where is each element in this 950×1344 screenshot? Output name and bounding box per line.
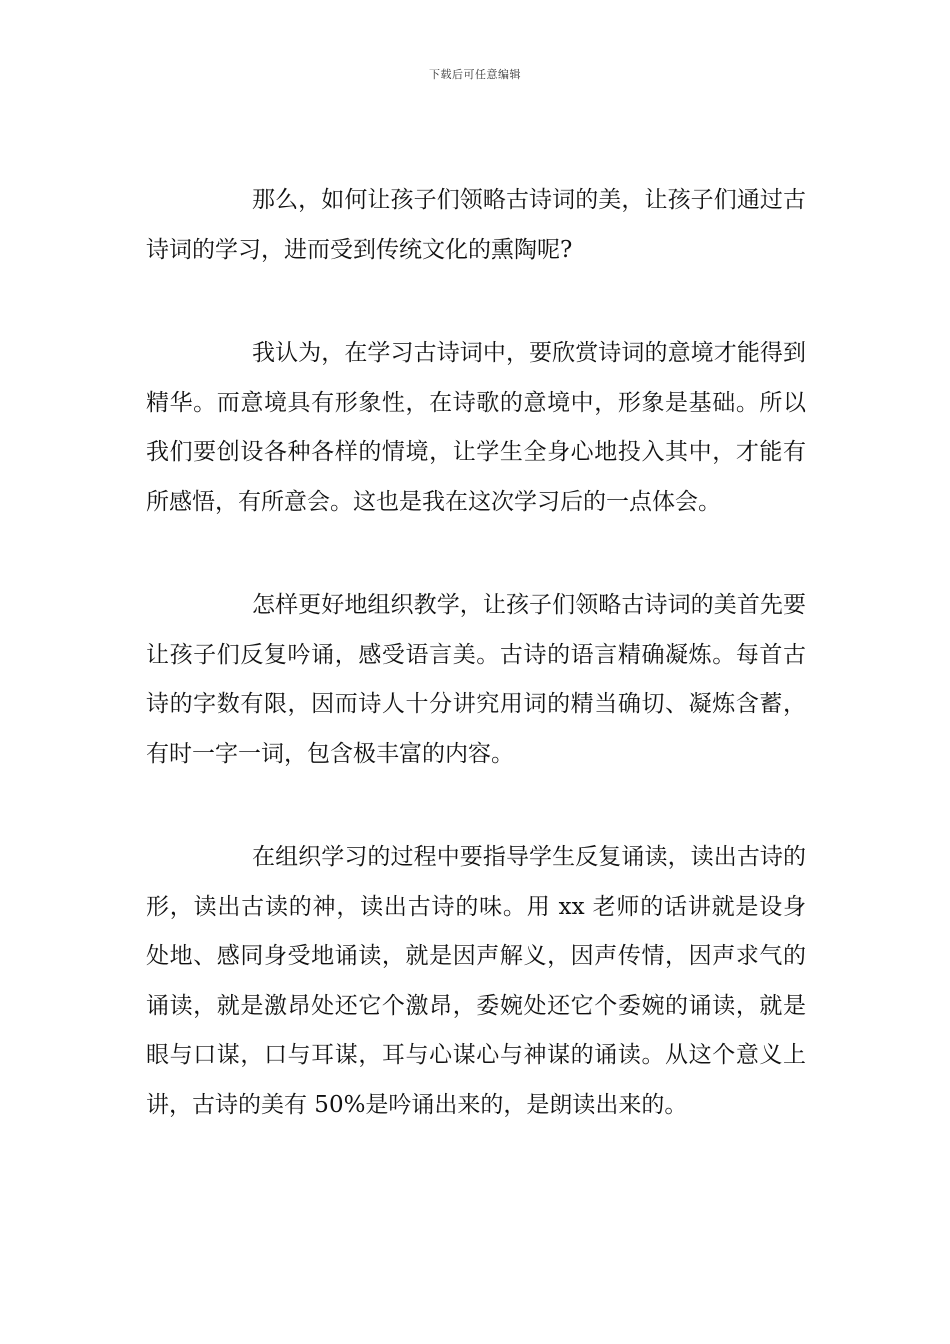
paragraph: 那么，如何让孩子们领略古诗词的美，让孩子们通过古诗词的学习，进而受到传统文化的熏陶呢? [146,187,806,263]
paragraph: 怎样更好地组织教学，让孩子们领略古诗词的美首先要让孩子们反复吟诵，感受语言美。古诗的语言精确凝炼。每首古诗的字数有限，因而诗人十分讲究用词的精当确切、凝炼含蓄，有时一字一词，包含极丰富的内容。 [146,592,806,767]
document-body [146,176,806,1184]
paragraph: 我认为，在学习古诗词中，要欣赏诗词的意境才能得到精华。而意境具有形象性，在诗歌的意境中，形象是基础。所以我们要创设各种各样的情境，让学生全身心地投入其中，才能有所感悟，有所意会。这也是我在这次学习后的一点体会。 [146,340,806,515]
paragraph: 在组织学习的过程中要指导学生反复诵读，读出古诗的形，读出古读的神，读出古诗的味。用 xx 老师的话讲就是设身处地、感同身受地诵读，就是因声解义，因声传情，因声求气的诵读，就是激昂处还它个激昂，委婉处还它个委婉的诵读，就是眼与口谋，口与耳谋，耳与心谋心与神谋的诵读。从这个意义上讲，古诗的美有 50%是吟诵出来的，是朗读出来的。 [146,844,806,1118]
page-header: 下载后可任意编辑 [429,68,521,81]
